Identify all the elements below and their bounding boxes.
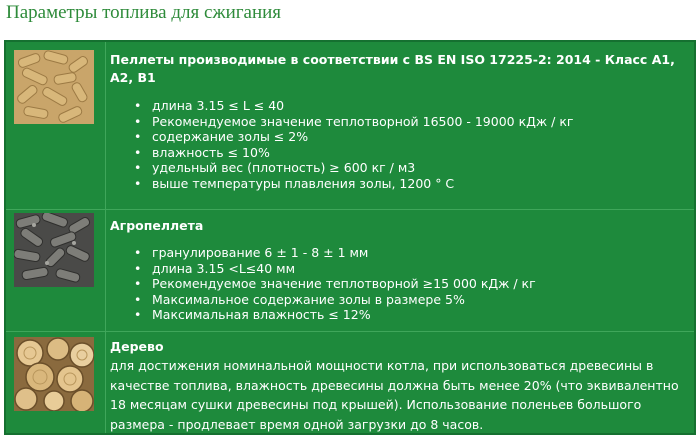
firewood-photo [14,337,94,411]
spec-list [134,98,684,192]
spec-item: • Рекомендуемое значение теплотворной ≥15 000 кДж / кг [134,276,684,292]
fuel-description: для достижения номинальной мощности котла, при использоваться древесины в качестве топлива, влажность древесины должна быть менее 20% (что эквивалентно 18 месяцам сушки древесины под крышей). Использование поленьев большого размера - продлевает время одной загрузки до 8 часов. [110,358,679,432]
fuel-content-pellets [110,51,684,192]
fuel-heading: Агропеллета [110,218,204,233]
wood-pellets-photo [14,50,94,124]
spec-item: • Максимальная влажность ≤ 12% [134,307,684,323]
spec-item: • гранулирование 6 ± 1 - 8 ± 1 мм [134,245,684,261]
fuel-row-firewood [6,331,694,437]
spec-item: • влажность ≤ 10% [134,145,684,161]
spec-item: • удельный вес (плотность) ≥ 600 кг / м3 [134,160,684,176]
fuel-row-agro-pellets [6,209,694,331]
spec-item: • выше температуры плавления золы, 1200 ° C [134,176,684,192]
agro-pellets-image [14,213,94,287]
spec-item: • длина 3.15 <L≤40 мм [134,261,684,277]
spec-item: • Рекомендуемое значение теплотворной 16500 - 19000 кДж / кг [134,114,684,130]
spec-item: • содержание золы ≤ 2% [134,129,684,145]
page-title: Параметры топлива для сжигания [6,2,282,23]
spec-item: • длина 3.15 ≤ L ≤ 40 [134,98,684,114]
fuel-row-pellets [6,42,694,209]
agro-pellets-photo [14,213,94,287]
wood-pellets-image [14,50,94,124]
fuel-content-firewood [110,338,684,434]
fuel-heading: Дерево [110,339,164,354]
fuel-parameters-panel [4,40,696,435]
spec-list [134,245,684,323]
fuel-heading: Пеллеты производимые в соответствии с BS EN ISO 17225-2: 2014 - Класс A1, A2, B1 [110,52,675,85]
spec-item: • Максимальное содержание золы в размере 5% [134,292,684,308]
firewood-image [14,337,94,411]
fuel-content-agro-pellets [110,217,684,323]
